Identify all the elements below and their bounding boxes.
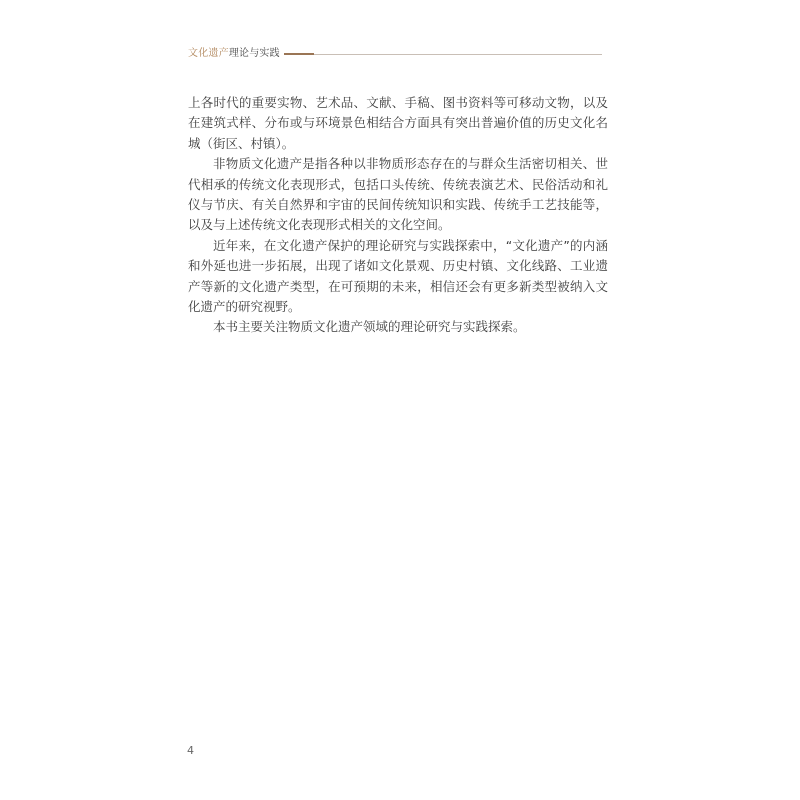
running-header-title-rest: 理论与实践	[228, 48, 280, 59]
header-rule-accent	[284, 53, 314, 55]
page-number: 4	[187, 744, 194, 757]
header-rule	[314, 54, 602, 55]
paragraph-intangible-heritage: 非物质文化遗产是指各种以非物质形态存在的与群众生活密切相关、世代相承的传统文化表现形式，包括口头传统、传统表演艺术、民俗活动和礼仪与节庆、有关自然界和宇宙的民间传统知识和实践、传统手工艺技能等，以及与上述传统文化表现形式相关的文化空间。	[188, 156, 608, 233]
body-text	[188, 93, 608, 338]
running-header-title-accent: 文化遗产	[188, 48, 229, 59]
paragraph-continued: 上各时代的重要实物、艺术品、文献、手稿、图书资料等可移动文物，以及在建筑式样、分布或与环境景色相结合方面具有突出普遍价值的历史文化名城（街区、村镇）。	[188, 95, 608, 151]
running-header-title	[188, 48, 280, 60]
running-header	[188, 46, 602, 62]
paragraph-book-focus: 本书主要关注物质文化遗产领域的理论研究与实践探索。	[213, 319, 526, 335]
paragraph-recent-developments: 近年来，在文化遗产保护的理论研究与实践探索中，“文化遗产”的内涵和外延也进一步拓展，出现了诸如文化景观、历史村镇、文化线路、工业遗产等新的文化遗产类型，在可预期的未来，相信还会有更多新类型被纳入文化遗产的研究视野。	[188, 237, 608, 315]
